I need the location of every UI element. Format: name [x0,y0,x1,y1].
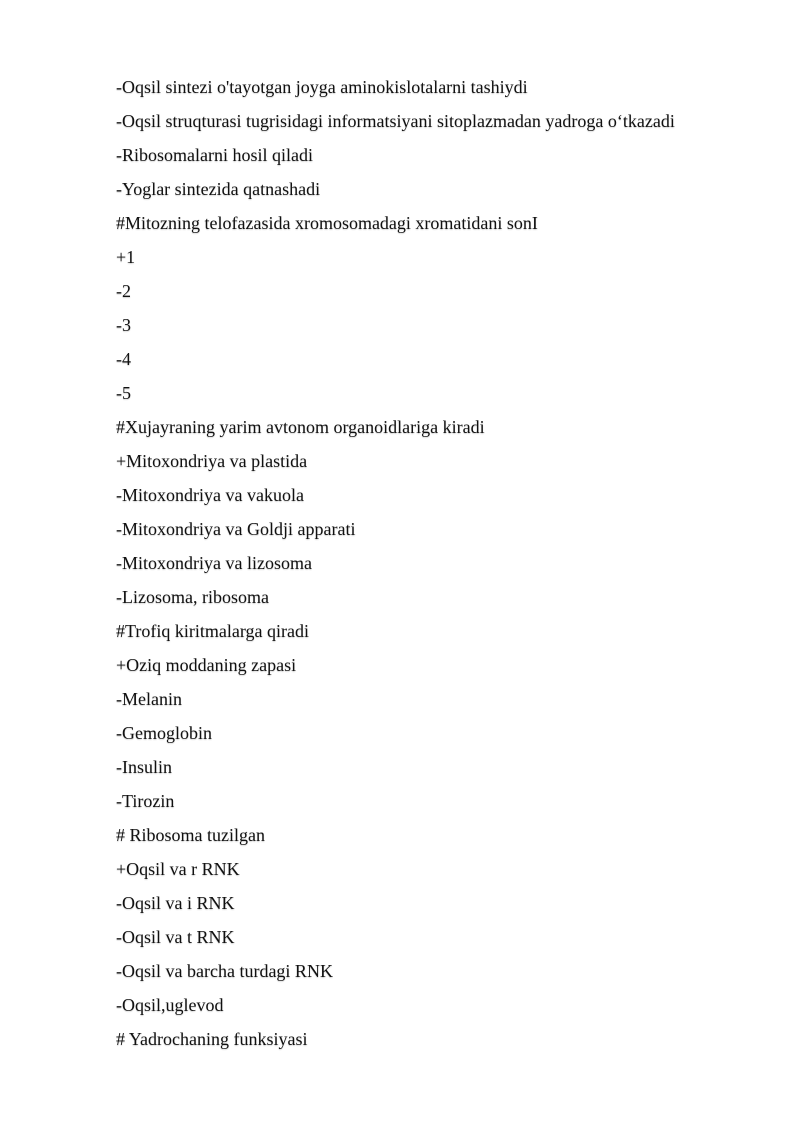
answer-option-line: -Oqsil sintezi o'tayotgan joyga aminokislotalarni tashiydi [116,77,528,97]
answer-option-line: -4 [116,349,131,369]
answer-option-line: -Oqsil va barcha turdagi RNK [116,961,333,981]
answer-option-line: -Mitoxondriya va Goldji apparati [116,519,356,539]
answer-option-line: -Oqsil,uglevod [116,995,224,1015]
question-line: # Yadrochaning funksiyasi [116,1029,308,1049]
question-line: #Trofiq kiritmalarga qiradi [116,621,309,641]
answer-option-line: -Oqsil va i RNK [116,893,235,913]
answer-option-line: -Tirozin [116,791,175,811]
answer-option-line: -Gemoglobin [116,723,212,743]
answer-option-line: -Insulin [116,757,172,777]
answer-option-line: -Ribosomalarni hosil qiladi [116,145,313,165]
quiz-text-body [116,73,756,1059]
answer-option-line: -5 [116,383,131,403]
answer-option-line: -Mitoxondriya va vakuola [116,485,304,505]
question-line: #Mitozning telofazasida xromosomadagi xromatidani sonI [116,213,538,233]
answer-option-line: -Yoglar sintezida qatnashadi [116,179,321,199]
correct-answer-line: +1 [116,247,136,267]
answer-option-line: -Oqsil va t RNK [116,927,235,947]
question-line: # Ribosoma tuzilgan [116,825,265,845]
answer-option-line: -2 [116,281,131,301]
answer-option-line: -Oqsil struqturasi tugrisidagi informatsiyani sitoplazmadan yadroga oʻtkazadi [116,111,675,131]
correct-answer-line: +Oqsil va r RNK [116,859,240,879]
answer-option-line: -Melanin [116,689,182,709]
answer-option-line: -3 [116,315,131,335]
answer-option-line: -Lizosoma, ribosoma [116,587,269,607]
answer-option-line: -Mitoxondriya va lizosoma [116,553,312,573]
correct-answer-line: +Mitoxondriya va plastida [116,451,308,471]
correct-answer-line: +Oziq moddaning zapasi [116,655,297,675]
question-line: #Xujayraning yarim avtonom organoidlariga kiradi [116,417,485,437]
